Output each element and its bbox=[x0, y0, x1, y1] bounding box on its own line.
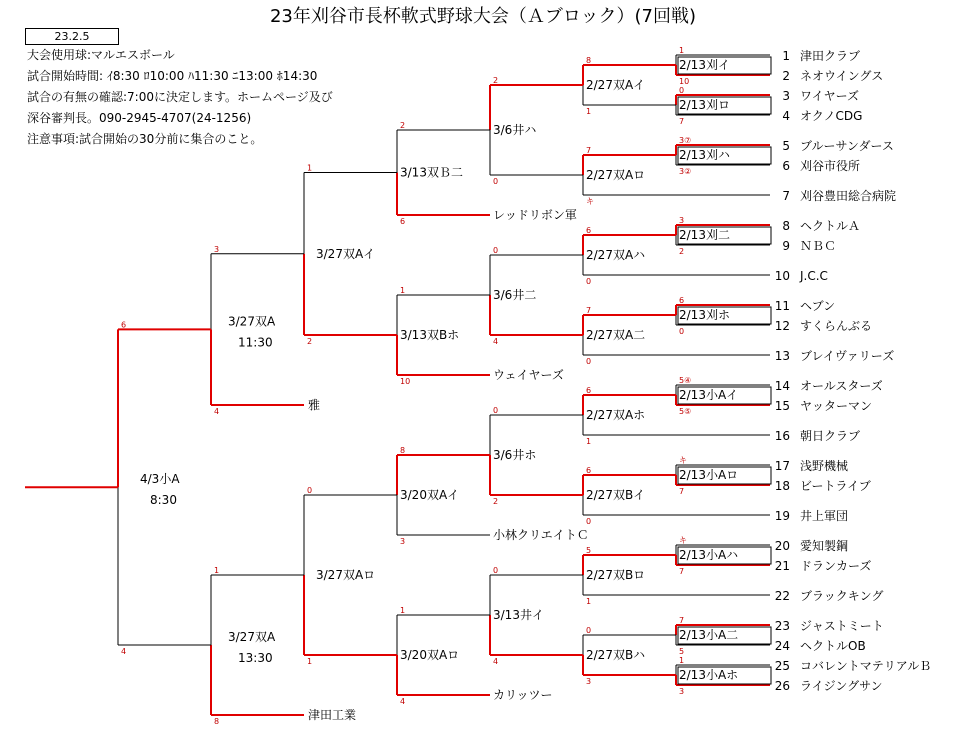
team-number: 23 bbox=[774, 619, 790, 633]
score-top: 0 bbox=[493, 246, 499, 255]
score-bottom: 0 bbox=[493, 177, 499, 186]
match-label: 2/13小Aイ bbox=[679, 388, 739, 402]
team-number: 19 bbox=[774, 509, 790, 523]
team-name: コバレントマテリアルＢ bbox=[800, 659, 932, 673]
match-label: 2/27双Bハ bbox=[586, 648, 646, 662]
match-label: 2/13刈ロ bbox=[679, 98, 730, 112]
score-bottom: 3 bbox=[679, 687, 685, 696]
team-number: 15 bbox=[774, 399, 790, 413]
match-time: 13:30 bbox=[238, 651, 273, 665]
score-top: 0 bbox=[679, 86, 685, 95]
team-name: ヘブン bbox=[800, 299, 836, 313]
score-top: 7 bbox=[586, 146, 592, 155]
score-top: 2 bbox=[493, 76, 499, 85]
info-umpire: 深谷審判長。090-2945-4707(24-1256) bbox=[27, 111, 252, 125]
date-box: 23.2.5 bbox=[25, 28, 119, 45]
score-top: 5 bbox=[586, 546, 592, 555]
score-top: 6 bbox=[679, 296, 685, 305]
team-name: 津田クラブ bbox=[800, 49, 861, 63]
score-top: 0 bbox=[493, 566, 499, 575]
team-number: 24 bbox=[774, 639, 790, 653]
score-bottom: 10 bbox=[400, 377, 411, 386]
match-label: 2/13小A二 bbox=[679, 628, 739, 642]
team-number: 5 bbox=[782, 139, 790, 153]
team-number: 16 bbox=[774, 429, 790, 443]
team-name: 朝日クラブ bbox=[800, 429, 861, 443]
score-top: 1 bbox=[307, 163, 313, 173]
match-label: 2/27双Aロ bbox=[586, 168, 646, 182]
team-number: 13 bbox=[774, 349, 790, 363]
score-bottom: 0 bbox=[586, 277, 592, 286]
score-bottom: 4 bbox=[121, 647, 127, 656]
team-name: ヘクトルOB bbox=[800, 639, 866, 653]
team-number: 12 bbox=[774, 319, 790, 333]
match-label: 3/13双Bホ bbox=[400, 328, 460, 342]
score-bottom: 6 bbox=[400, 217, 406, 226]
score-top: 8 bbox=[400, 446, 406, 455]
team-number: 21 bbox=[774, 559, 790, 573]
team-name: ブレイヴァリーズ bbox=[800, 349, 895, 363]
score-top: 0 bbox=[493, 406, 499, 415]
team-number: 10 bbox=[774, 269, 790, 283]
score-top: 6 bbox=[586, 466, 592, 475]
score-bottom: 8 bbox=[214, 717, 220, 726]
score-bottom: 5⑤ bbox=[679, 407, 692, 416]
team-number: 9 bbox=[782, 239, 790, 253]
score-bottom: 4 bbox=[400, 697, 406, 706]
match-label: 2/13小Aハ bbox=[679, 548, 739, 562]
team-number: 8 bbox=[782, 219, 790, 233]
score-top: 1 bbox=[679, 46, 685, 55]
team-name: ジャストミート bbox=[800, 619, 884, 633]
team-number: 22 bbox=[774, 589, 790, 603]
team-name: ヤッターマン bbox=[800, 399, 873, 413]
match-label: 3/13井イ bbox=[493, 608, 544, 622]
score-top: 8 bbox=[586, 56, 592, 65]
score-top: 7 bbox=[586, 306, 592, 315]
score-top: 6 bbox=[586, 386, 592, 395]
score-top: 1 bbox=[214, 566, 220, 575]
match-label: 3/20双Aロ bbox=[400, 648, 460, 662]
match-label: 2/13刈イ bbox=[679, 58, 730, 72]
score-bottom: 1 bbox=[586, 107, 592, 116]
score-top: キ bbox=[679, 536, 687, 545]
score-top: 2 bbox=[400, 121, 406, 130]
seed-team-name: ウェイヤーズ bbox=[493, 368, 564, 382]
score-bottom: 4 bbox=[493, 337, 499, 346]
score-bottom: 1 bbox=[586, 597, 592, 606]
team-name: ネオウイングス bbox=[800, 69, 884, 83]
match-label: 2/13刈ハ bbox=[679, 148, 730, 162]
team-name: 井上軍団 bbox=[800, 509, 849, 523]
score-bottom: キ bbox=[586, 197, 594, 206]
score-bottom: 10 bbox=[679, 77, 690, 86]
team-name: オクノCDG bbox=[800, 109, 863, 123]
match-label: 2/27双Bロ bbox=[586, 568, 646, 582]
page-title: 23年刈谷市長杯軟式野球大会（Ａブロック）(7回戦) bbox=[269, 6, 697, 27]
score-top: 3⑦ bbox=[679, 136, 692, 145]
match-label: 2/13刈ホ bbox=[679, 308, 730, 322]
team-number: 6 bbox=[782, 159, 790, 173]
seed-team-name: 小林クリエイトＣ bbox=[493, 528, 589, 542]
team-name: ブルーサンダース bbox=[800, 139, 894, 153]
score-top: 3 bbox=[214, 244, 220, 254]
team-name: オールスターズ bbox=[800, 379, 883, 393]
score-bottom: 2 bbox=[307, 337, 313, 346]
team-name: ヘクトルＡ bbox=[800, 219, 861, 233]
team-name: J.C.C bbox=[800, 269, 828, 283]
match-time: 11:30 bbox=[238, 335, 273, 350]
match-label: 4/3小A bbox=[140, 472, 180, 487]
score-top: 7 bbox=[679, 616, 685, 625]
score-top: 5④ bbox=[679, 376, 692, 385]
score-top: 6 bbox=[586, 226, 592, 235]
match-label: 2/13刈二 bbox=[679, 228, 730, 242]
match-label: 3/27双Aロ bbox=[316, 568, 376, 582]
score-top: キ bbox=[679, 456, 687, 465]
score-bottom: 7 bbox=[679, 567, 685, 576]
match-label: 2/13小Aロ bbox=[679, 468, 739, 482]
score-bottom: 2 bbox=[493, 497, 499, 506]
match-label: 2/27双Bイ bbox=[586, 488, 646, 502]
score-top: 0 bbox=[307, 486, 313, 495]
match-label: 2/27双Aホ bbox=[586, 408, 646, 422]
seed-team-name: カリッツー bbox=[493, 688, 553, 702]
team-name: ブラックキング bbox=[800, 589, 884, 603]
match-label: 3/27双Aイ bbox=[316, 246, 376, 261]
team-name: 浅野機械 bbox=[800, 459, 849, 473]
score-bottom: 4 bbox=[214, 407, 220, 416]
score-bottom: 0 bbox=[679, 327, 685, 336]
seed-team-name: レッドリボン軍 bbox=[493, 208, 577, 222]
team-name: ＮＢＣ bbox=[800, 239, 837, 253]
match-label: 3/6井二 bbox=[493, 288, 537, 302]
score-bottom: 3 bbox=[586, 677, 592, 686]
team-number: 17 bbox=[774, 459, 790, 473]
team-number: 18 bbox=[774, 479, 790, 493]
match-label: 3/27双A bbox=[228, 314, 276, 329]
score-bottom: 0 bbox=[586, 357, 592, 366]
team-number: 7 bbox=[782, 189, 790, 203]
team-number: 26 bbox=[774, 679, 790, 693]
seed-team-name: 津田工業 bbox=[308, 708, 357, 722]
score-top: 1 bbox=[679, 656, 685, 665]
seed-team-name: 雅 bbox=[308, 398, 321, 412]
team-name: ライジングサン bbox=[800, 679, 883, 693]
score-bottom: 4 bbox=[493, 657, 499, 666]
team-name: 愛知製鋼 bbox=[800, 539, 849, 553]
team-name: ワイヤーズ bbox=[800, 89, 860, 103]
team-number: 11 bbox=[774, 299, 790, 313]
score-bottom: 2 bbox=[679, 247, 685, 256]
team-name: ビートライブ bbox=[800, 479, 871, 493]
match-label: 2/27双Aイ bbox=[586, 78, 646, 92]
match-label: 2/27双Aハ bbox=[586, 248, 646, 262]
team-number: 14 bbox=[774, 379, 790, 393]
score-bottom: 3 bbox=[400, 537, 406, 546]
team-number: 25 bbox=[774, 659, 790, 673]
score-bottom: 7 bbox=[679, 117, 685, 126]
team-name: すくらんぶる bbox=[800, 319, 873, 333]
match-time: 8:30 bbox=[150, 493, 177, 508]
match-label: 3/6井ハ bbox=[493, 123, 537, 137]
info-confirm: 試合の有無の確認:7:00に決定します。ホームページ及び bbox=[27, 90, 333, 104]
team-number: 4 bbox=[782, 109, 790, 123]
score-top: 1 bbox=[400, 606, 406, 615]
score-top: 1 bbox=[400, 286, 406, 295]
team-number: 20 bbox=[774, 539, 790, 553]
score-top: 3 bbox=[679, 216, 685, 225]
match-label: 2/13小Aホ bbox=[679, 668, 739, 682]
team-number: 1 bbox=[782, 49, 790, 63]
score-bottom: 7 bbox=[679, 487, 685, 496]
team-name: ドランカーズ bbox=[800, 559, 872, 573]
info-start-times: 試合開始時間: ｲ8:30 ﾛ10:00 ﾊ11:30 ﾆ13:00 ﾎ14:30 bbox=[27, 69, 318, 83]
score-top: 6 bbox=[121, 320, 127, 330]
score-bottom: 1 bbox=[586, 437, 592, 446]
score-bottom: 0 bbox=[586, 517, 592, 526]
match-label: 2/27双A二 bbox=[586, 328, 646, 342]
score-top: 0 bbox=[586, 626, 592, 635]
score-bottom: 3② bbox=[679, 167, 692, 176]
score-bottom: 1 bbox=[307, 657, 313, 666]
team-number: 2 bbox=[782, 69, 790, 83]
info-notes: 注意事項:試合開始の30分前に集合のこと。 bbox=[27, 132, 263, 146]
team-name: 刈谷市役所 bbox=[800, 159, 861, 173]
team-name: 刈谷豊田総合病院 bbox=[800, 189, 897, 203]
match-label: 3/13双Ｂ二 bbox=[400, 165, 463, 180]
match-label: 3/27双A bbox=[228, 630, 276, 644]
team-number: 3 bbox=[782, 89, 790, 103]
match-label: 3/20双Aイ bbox=[400, 488, 460, 502]
score-bottom: 5 bbox=[679, 647, 685, 656]
info-ball: 大会使用球:マルエスボール bbox=[27, 48, 175, 62]
match-label: 3/6井ホ bbox=[493, 448, 537, 462]
